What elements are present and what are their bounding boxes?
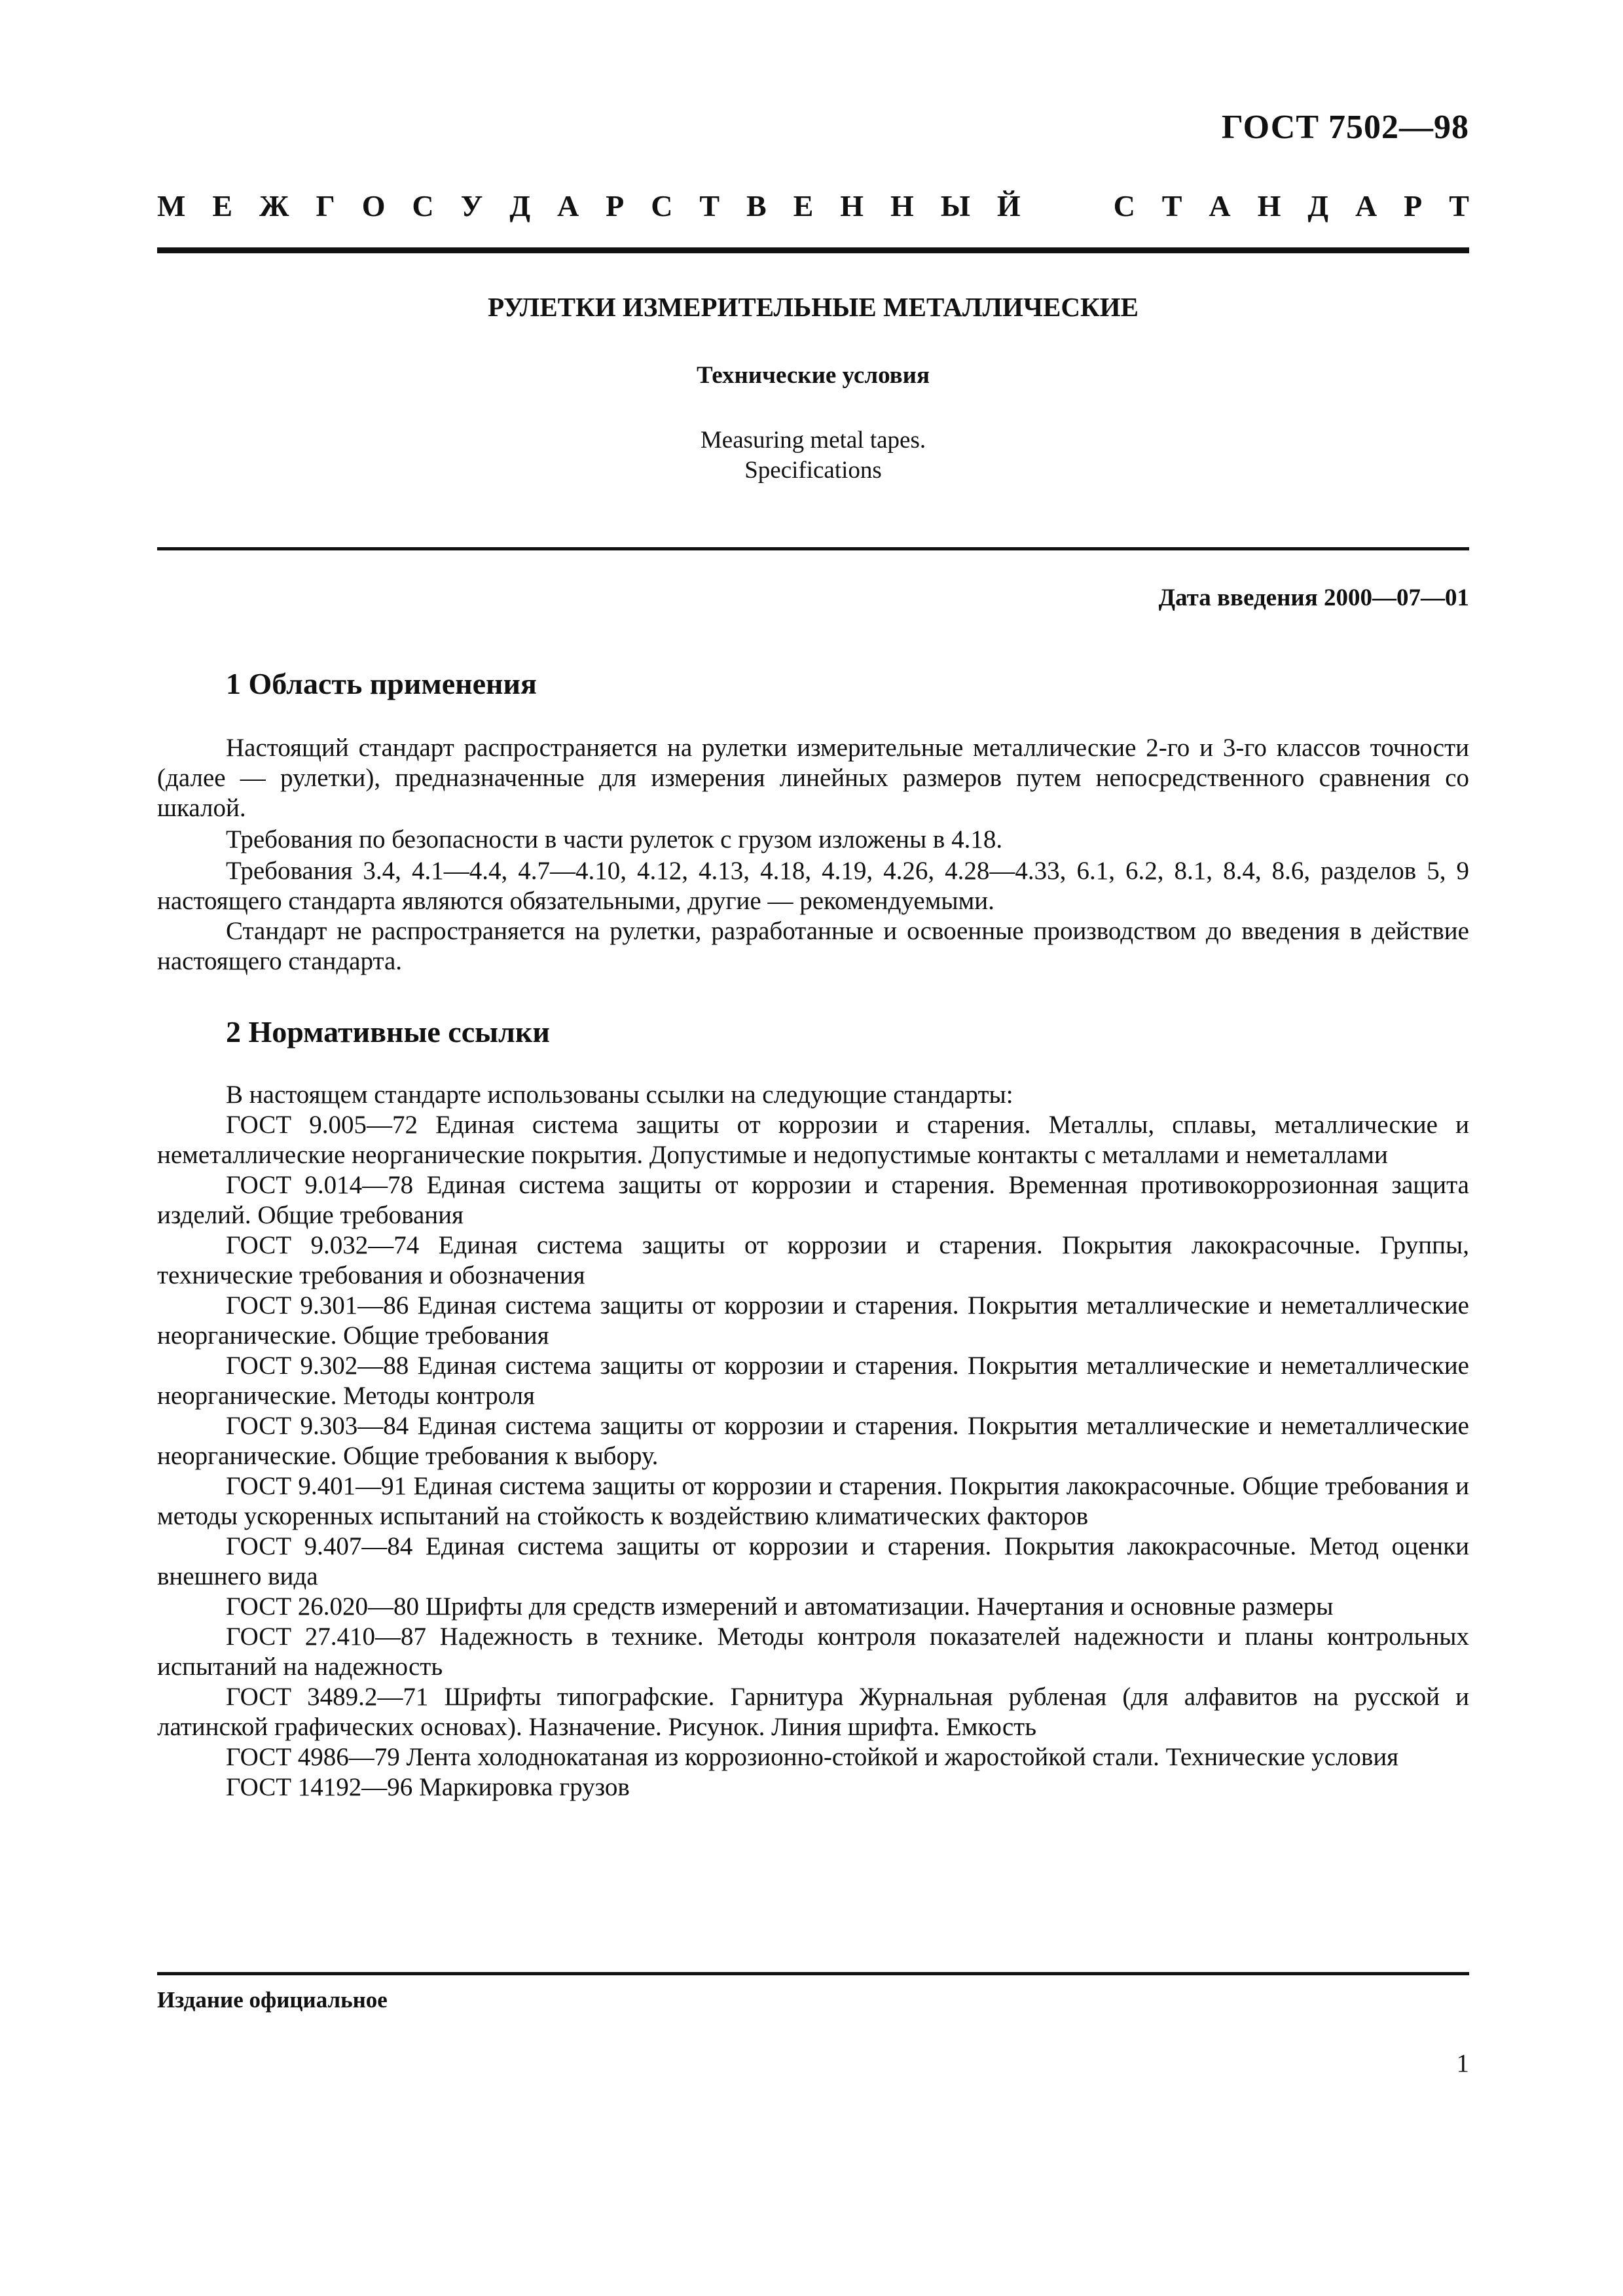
- header-letter: Ж: [259, 189, 289, 223]
- footer-rule: [157, 1972, 1469, 1975]
- header-letter: В: [746, 189, 767, 223]
- header-letter: М: [157, 189, 186, 223]
- reference-item: ГОСТ 3489.2—71 Шрифты типографские. Гарнитура Журнальная рубленая (для алфавитов на русской и латинской графических основах). Назначение. Рисунок. Линия шрифта. Емкость: [157, 1683, 1469, 1741]
- references-lead: В настоящем стандарте использованы ссылки на следующие стандарты:: [226, 1081, 1013, 1109]
- reference-item: ГОСТ 9.301—86 Единая система защиты от коррозии и старения. Покрытия металлические и неметаллические неорганические. Общие требования: [157, 1291, 1469, 1350]
- header-letter: С: [651, 189, 673, 223]
- header-letter: Н: [1257, 189, 1281, 223]
- header-letter: С: [412, 189, 434, 223]
- reference-item: ГОСТ 9.407—84 Единая система защиты от коррозии и старения. Покрытия лакокрасочные. Метод оценки внешнего вида: [157, 1532, 1469, 1590]
- edition-label: Издание официальное: [157, 1987, 388, 2013]
- section-1-paragraph-1: Настоящий стандарт распространяется на рулетки измерительные металлические 2-го и 3-го классов точности (далее — рулетки), предназначенные для измерения линейных размеров путем непосредственного сравнения со шкалой.: [157, 734, 1469, 822]
- reference-item: ГОСТ 26.020—80 Шрифты для средств измерений и автоматизации. Начертания и основные размеры: [226, 1592, 1334, 1621]
- header-letter: Т: [699, 189, 720, 223]
- header-letter: А: [1355, 189, 1377, 223]
- english-title: [157, 425, 1469, 486]
- english-title-line-2: Specifications: [744, 457, 882, 484]
- reference-item: ГОСТ 9.303—84 Единая система защиты от коррозии и старения. Покрытия металлические и неметаллические неорганические. Общие требования к выбору.: [157, 1412, 1469, 1470]
- header-letter: Р: [606, 189, 625, 223]
- reference-item: ГОСТ 9.401—91 Единая система защиты от коррозии и старения. Покрытия лакокрасочные. Общие требования и методы ускоренных испытаний на стойкость к воздействию климатических факторов: [157, 1472, 1469, 1530]
- reference-item: ГОСТ 9.032—74 Единая система защиты от коррозии и старения. Покрытия лакокрасочные. Группы, технические требования и обозначения: [157, 1231, 1469, 1289]
- document-title: РУЛЕТКИ ИЗМЕРИТЕЛЬНЫЕ МЕТАЛЛИЧЕСКИЕ: [488, 292, 1139, 322]
- header-letter: Д: [1307, 189, 1328, 223]
- header-letter: Н: [840, 189, 864, 223]
- section-1-paragraph-2: Требования по безопасности в части рулеток с грузом изложены в 4.18.: [226, 825, 1003, 853]
- section-1-heading: 1 Область применения: [226, 667, 537, 700]
- reference-item: ГОСТ 27.410—87 Надежность в технике. Методы контроля показателей надежности и планы контрольных испытаний на надежность: [157, 1623, 1469, 1681]
- header-letter: Е: [793, 189, 814, 223]
- reference-item: ГОСТ 9.302—88 Единая система защиты от коррозии и старения. Покрытия металлические и неметаллические неорганические. Методы контроля: [157, 1352, 1469, 1410]
- section-2-heading: 2 Нормативные ссылки: [226, 1015, 550, 1049]
- normative-references: [157, 1080, 1469, 1803]
- reference-item: ГОСТ 14192—96 Маркировка грузов: [226, 1773, 630, 1801]
- introduction-date: Дата введения 2000—07—01: [1158, 584, 1469, 611]
- header-letter: А: [556, 189, 579, 223]
- reference-item: ГОСТ 4986—79 Лента холоднокатаная из коррозионно-стойкой и жаростойкой стали. Технические условия: [226, 1743, 1399, 1771]
- header-letter: Т: [1449, 189, 1469, 223]
- page-number: 1: [1456, 2049, 1469, 2077]
- reference-item: ГОСТ 9.014—78 Единая система защиты от коррозии и старения. Временная противокоррозионная защита изделий. Общие требования: [157, 1171, 1469, 1229]
- header-letter: О: [361, 189, 386, 223]
- reference-item: ГОСТ 9.005—72 Единая система защиты от коррозии и старения. Металлы, сплавы, металлические и неметаллические неорганические покрытия. Допустимые и недопустимые контакты с металлами и неметаллами: [157, 1111, 1469, 1169]
- header-letter: Е: [212, 189, 233, 223]
- header-rule: [157, 247, 1469, 253]
- header-letter: У: [460, 189, 483, 223]
- header-letter: Й: [996, 189, 1021, 223]
- standard-type-header: [157, 188, 1469, 223]
- section-1-paragraph-4: Стандарт не распространяется на рулетки, разработанные и освоенные производством до введения в действие настоящего стандарта.: [157, 917, 1469, 975]
- header-letter: С: [1113, 189, 1135, 223]
- header-letter: Г: [316, 189, 335, 223]
- document-subtitle: Технические условия: [697, 362, 930, 389]
- header-letter: Т: [1161, 189, 1182, 223]
- header-letter: А: [1209, 189, 1231, 223]
- header-letter: Н: [890, 189, 914, 223]
- header-word-gap: [1048, 188, 1087, 223]
- header-letter: Ы: [940, 189, 970, 223]
- header-letter: Р: [1404, 189, 1423, 223]
- section-1-paragraph-3: Требования 3.4, 4.1—4.4, 4.7—4.10, 4.12, 4.13, 4.18, 4.19, 4.26, 4.28—4.33, 6.1, 6.2, 8.1, 8.4, 8.6, разделов 5, 9 настоящего стандарта являются обязательными, другие — рекомендуемыми.: [157, 857, 1469, 915]
- english-title-line-1: Measuring metal tapes.: [700, 427, 926, 454]
- document-number: ГОСТ 7502—98: [1221, 109, 1469, 146]
- header-letter: Д: [509, 189, 530, 223]
- title-rule: [157, 547, 1469, 550]
